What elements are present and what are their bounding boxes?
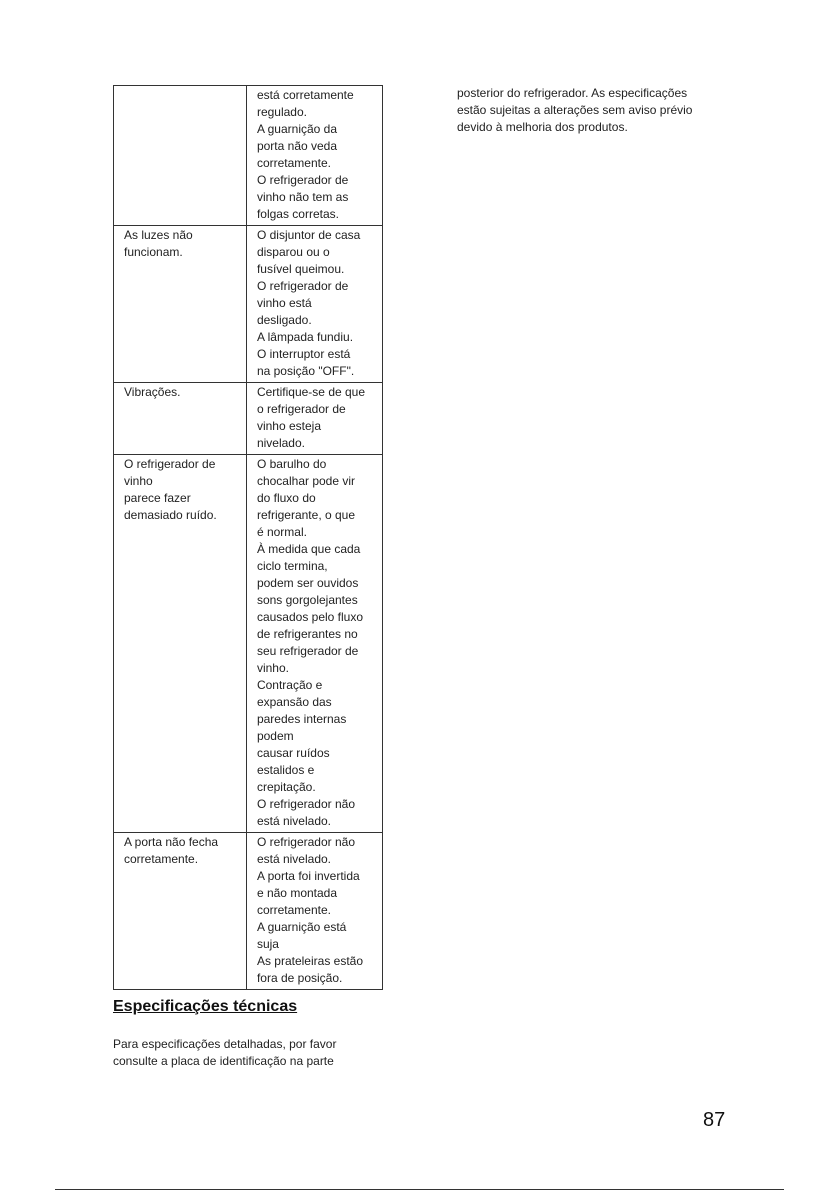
cause-line: As prateleiras estão xyxy=(256,954,364,968)
cause-line: chocalhar pode vir xyxy=(256,474,356,488)
cause-line: seu refrigerador de xyxy=(256,644,359,658)
cause-line: A lâmpada fundiu. xyxy=(256,330,354,344)
cause-line: causados pelo fluxo xyxy=(256,610,364,624)
cause-line: disparou ou o xyxy=(256,245,330,259)
cause-line: regulado. xyxy=(256,105,307,119)
cause-line: corretamente. xyxy=(256,156,331,170)
table-row xyxy=(114,383,383,455)
cause-line: A porta foi invertida xyxy=(256,869,360,883)
right-column-line: estão sujeitas a alterações sem aviso prévio xyxy=(457,103,693,117)
specifications-paragraph xyxy=(113,1036,336,1070)
cause-line: refrigerante, o que xyxy=(256,508,356,522)
footer-divider xyxy=(55,1189,784,1190)
table-row xyxy=(114,833,383,990)
cause-line: vinho esteja xyxy=(256,419,321,433)
problem-cell xyxy=(114,86,247,226)
problem-line: demasiado ruído. xyxy=(124,508,217,522)
cause-line: de refrigerantes no xyxy=(256,627,358,641)
cause-line: sons gorgolejantes xyxy=(256,593,358,607)
cause-line: vinho está xyxy=(256,296,312,310)
cause-line: podem ser ouvidos xyxy=(256,576,359,590)
cause-line: e não montada xyxy=(256,886,338,900)
cause-line: do fluxo do xyxy=(256,491,316,505)
specifications-line: Para especificações detalhadas, por favor xyxy=(113,1037,337,1051)
problem-line: corretamente. xyxy=(124,852,199,866)
cause-line: corretamente. xyxy=(256,903,331,917)
cause-line: O interruptor está xyxy=(256,347,351,361)
cause-line: o refrigerador de xyxy=(256,402,346,416)
cause-line: na posição "OFF". xyxy=(256,364,355,378)
cause-line: O refrigerador de xyxy=(256,279,349,293)
problem-line: O refrigerador de xyxy=(124,457,216,471)
cause-cell xyxy=(246,383,382,455)
cause-line: O refrigerador não xyxy=(256,797,356,811)
page-number: 87 xyxy=(703,1109,726,1131)
section-title-specifications: Especificações técnicas xyxy=(113,998,298,1015)
cause-line: paredes internas xyxy=(256,712,347,726)
cause-line: causar ruídos xyxy=(256,746,330,760)
cause-line: O refrigerador não xyxy=(256,835,356,849)
cause-line: é normal. xyxy=(256,525,307,539)
problem-line: vinho xyxy=(124,474,153,488)
cause-line: crepitação. xyxy=(256,780,316,794)
cause-line: ciclo termina, xyxy=(256,559,328,573)
cause-line: O barulho do xyxy=(256,457,327,471)
right-column-line: devido à melhoria dos produtos. xyxy=(457,120,628,134)
problem-cell xyxy=(114,455,247,833)
cause-line: porta não veda xyxy=(256,139,338,153)
cause-line: vinho. xyxy=(256,661,289,675)
table-row xyxy=(114,86,383,226)
cause-line: O refrigerador de xyxy=(256,173,349,187)
cause-line: O disjuntor de casa xyxy=(256,228,361,242)
problem-cell xyxy=(114,383,247,455)
problem-line: funcionam. xyxy=(124,245,183,259)
specifications-line: consulte a placa de identificação na parte xyxy=(113,1054,334,1068)
problem-line: A porta não fecha xyxy=(124,835,219,849)
cause-line: está corretamente xyxy=(256,88,354,102)
cause-line: podem xyxy=(256,729,294,743)
cause-cell xyxy=(246,86,382,226)
troubleshooting-table xyxy=(113,85,383,990)
cause-line: está nivelado. xyxy=(256,852,332,866)
cause-line: suja xyxy=(256,937,279,951)
cause-line: desligado. xyxy=(256,313,312,327)
cause-line: A guarnição está xyxy=(256,920,347,934)
troubleshooting-table-body xyxy=(114,86,383,990)
table-row xyxy=(114,226,383,383)
cause-line: vinho não tem as xyxy=(256,190,349,204)
problem-line: parece fazer xyxy=(124,491,191,505)
cause-cell xyxy=(246,833,382,990)
cause-line: fora de posição. xyxy=(256,971,343,985)
cause-line: folgas corretas. xyxy=(256,207,339,221)
right-column-line: posterior do refrigerador. As especificações xyxy=(457,86,688,100)
cause-cell xyxy=(246,226,382,383)
cause-line: A guarnição da xyxy=(256,122,338,136)
problem-line: As luzes não xyxy=(124,228,193,242)
cause-line: fusível queimou. xyxy=(256,262,345,276)
table-row xyxy=(114,455,383,833)
cause-line: estalidos e xyxy=(256,763,315,777)
cause-line: expansão das xyxy=(256,695,332,709)
problem-cell xyxy=(114,226,247,383)
problem-cell xyxy=(114,833,247,990)
cause-line: está nivelado. xyxy=(256,814,332,828)
cause-cell xyxy=(246,455,382,833)
cause-line: À medida que cada xyxy=(256,542,361,556)
cause-line: Contração e xyxy=(256,678,323,692)
right-column-text xyxy=(457,85,737,136)
problem-line: Vibrações. xyxy=(124,385,181,399)
cause-line: nivelado. xyxy=(256,436,305,450)
cause-line: Certifique-se de que xyxy=(256,385,366,399)
